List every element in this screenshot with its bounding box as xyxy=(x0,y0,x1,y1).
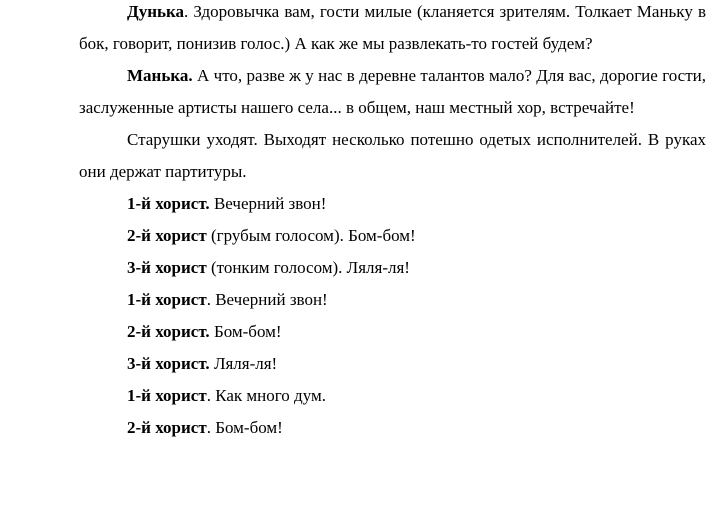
speaker-name: 3-й хорист xyxy=(127,258,207,277)
paragraph-text: . Здоровычка вам, гости милые (кланяется зрителям. Толкает Маньку в бок, говорит, понизив голос.) А как же мы развлекать-то гостей будем? xyxy=(79,2,706,53)
line-text: (тонким голосом). Ляля-ля! xyxy=(206,258,410,277)
dialogue-line xyxy=(79,412,706,444)
script-page xyxy=(79,0,706,444)
speaker-name: 1-й хорист xyxy=(127,290,207,309)
line-text: . Вечерний звон! xyxy=(206,290,328,309)
speaker-name: 1-й хорист. xyxy=(127,194,210,213)
speaker-name: 2-й хорист. xyxy=(127,322,210,341)
paragraph-dunka xyxy=(79,0,706,60)
speaker-name: 2-й хорист xyxy=(127,226,207,245)
line-text: Вечерний звон! xyxy=(209,194,327,213)
dialogue-line xyxy=(79,348,706,380)
paragraph-manka xyxy=(79,60,706,124)
speaker-name: 2-й хорист xyxy=(127,418,207,437)
dialogue-line xyxy=(79,284,706,316)
paragraph-text: Старушки уходят. Выходят несколько потешно одетых исполнителей. В руках они держат партитуры. xyxy=(79,130,706,181)
speaker-name: 1-й хорист xyxy=(127,386,207,405)
dialogue-line xyxy=(79,252,706,284)
line-text: Бом-бом! xyxy=(209,322,282,341)
line-text: . Бом-бом! xyxy=(206,418,283,437)
line-text: Ляля-ля! xyxy=(209,354,278,373)
line-text: (грубым голосом). Бом-бом! xyxy=(206,226,416,245)
dialogue-line xyxy=(79,220,706,252)
stage-direction xyxy=(79,124,706,188)
line-text: . Как много дум. xyxy=(206,386,326,405)
speaker-name: Манька. xyxy=(127,66,193,85)
paragraph-text: А что, разве ж у нас в деревне талантов мало? Для вас, дорогие гости, заслуженные артисты нашего села... в общем, наш местный хор, встречайте! xyxy=(79,66,706,117)
dialogue-line xyxy=(79,316,706,348)
speaker-name: 3-й хорист. xyxy=(127,354,210,373)
dialogue-line xyxy=(79,380,706,412)
dialogue-line xyxy=(79,188,706,220)
speaker-name: Дунька xyxy=(127,2,185,21)
